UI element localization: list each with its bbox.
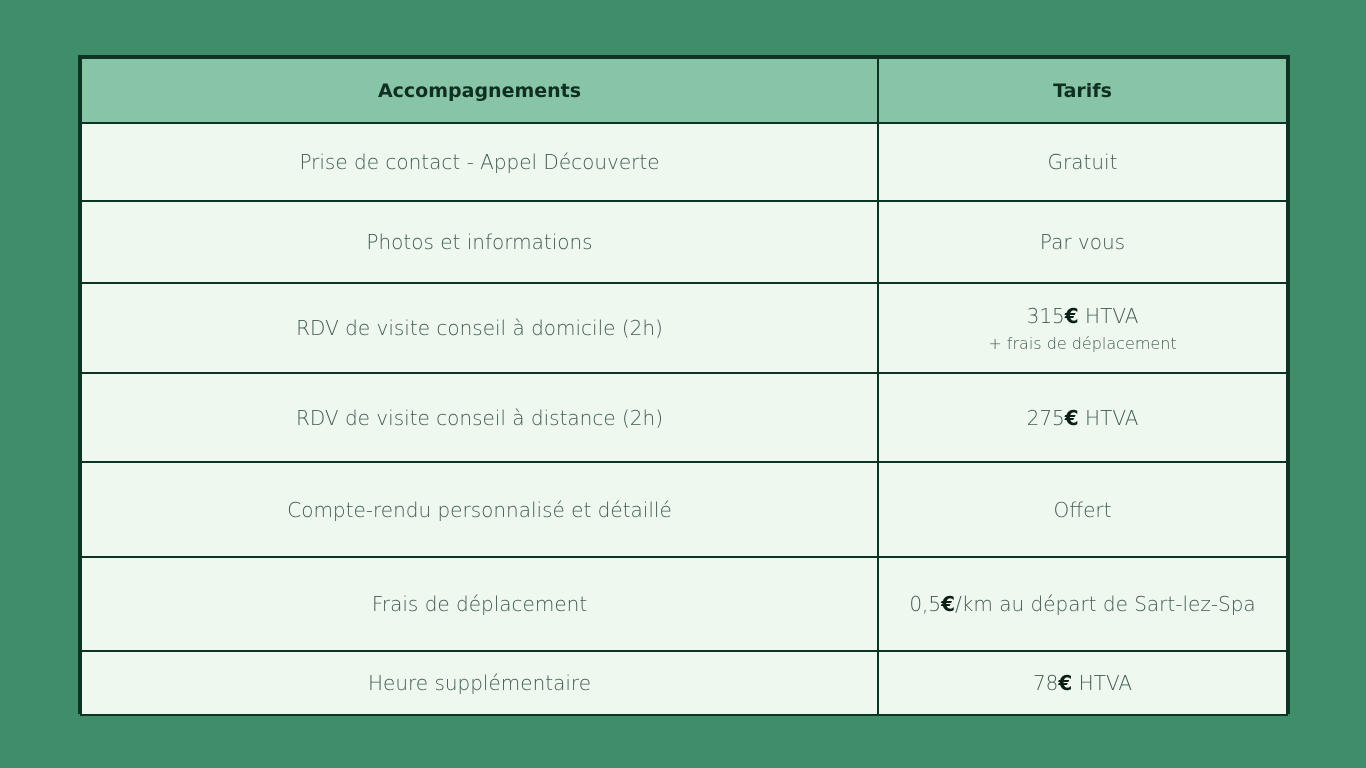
table-row xyxy=(81,373,1287,462)
table-row xyxy=(81,283,1287,373)
euro-symbol: € xyxy=(1064,405,1079,430)
service-cell: Heure supplémentaire xyxy=(81,651,878,715)
price-cell: Offert xyxy=(878,462,1287,557)
table-row xyxy=(81,123,1287,201)
price-suffix: /km au départ de Sart-lez-Spa xyxy=(955,592,1256,616)
price-amount: 275 xyxy=(1026,405,1065,430)
service-cell: Frais de déplacement xyxy=(81,557,878,651)
price-cell: Par vous xyxy=(878,201,1287,283)
euro-symbol: € xyxy=(1058,671,1073,695)
header-tarifs: Tarifs xyxy=(878,58,1287,123)
table-row xyxy=(81,462,1287,557)
pricing-table xyxy=(80,57,1288,716)
price-amount: 78 xyxy=(1032,671,1059,695)
price-amount: 315 xyxy=(1026,304,1065,328)
price-cell xyxy=(878,651,1287,715)
service-cell: RDV de visite conseil à domicile (2h) xyxy=(81,283,878,373)
table-row xyxy=(81,651,1287,715)
table-row xyxy=(81,201,1287,283)
service-cell: RDV de visite conseil à distance (2h) xyxy=(81,373,878,462)
price-suffix: HTVA xyxy=(1072,671,1133,695)
table-row xyxy=(81,557,1287,651)
header-accompagnements: Accompagnements xyxy=(81,58,878,123)
price-suffix: HTVA xyxy=(1078,304,1139,328)
price-note: + frais de déplacement xyxy=(988,334,1177,353)
pricing-table-container xyxy=(78,55,1290,714)
euro-symbol: € xyxy=(1064,304,1079,328)
service-cell: Compte-rendu personnalisé et détaillé xyxy=(81,462,878,557)
price-cell: Gratuit xyxy=(878,123,1287,201)
price-cell xyxy=(878,283,1287,373)
price-amount: 0,5 xyxy=(909,592,942,616)
table-header-row xyxy=(81,58,1287,123)
price-cell xyxy=(878,373,1287,462)
service-cell: Prise de contact - Appel Découverte xyxy=(81,123,878,201)
euro-symbol: € xyxy=(941,592,956,616)
service-cell: Photos et informations xyxy=(81,201,878,283)
price-main xyxy=(901,301,1264,331)
price-suffix: HTVA xyxy=(1078,405,1139,430)
price-cell xyxy=(878,557,1287,651)
